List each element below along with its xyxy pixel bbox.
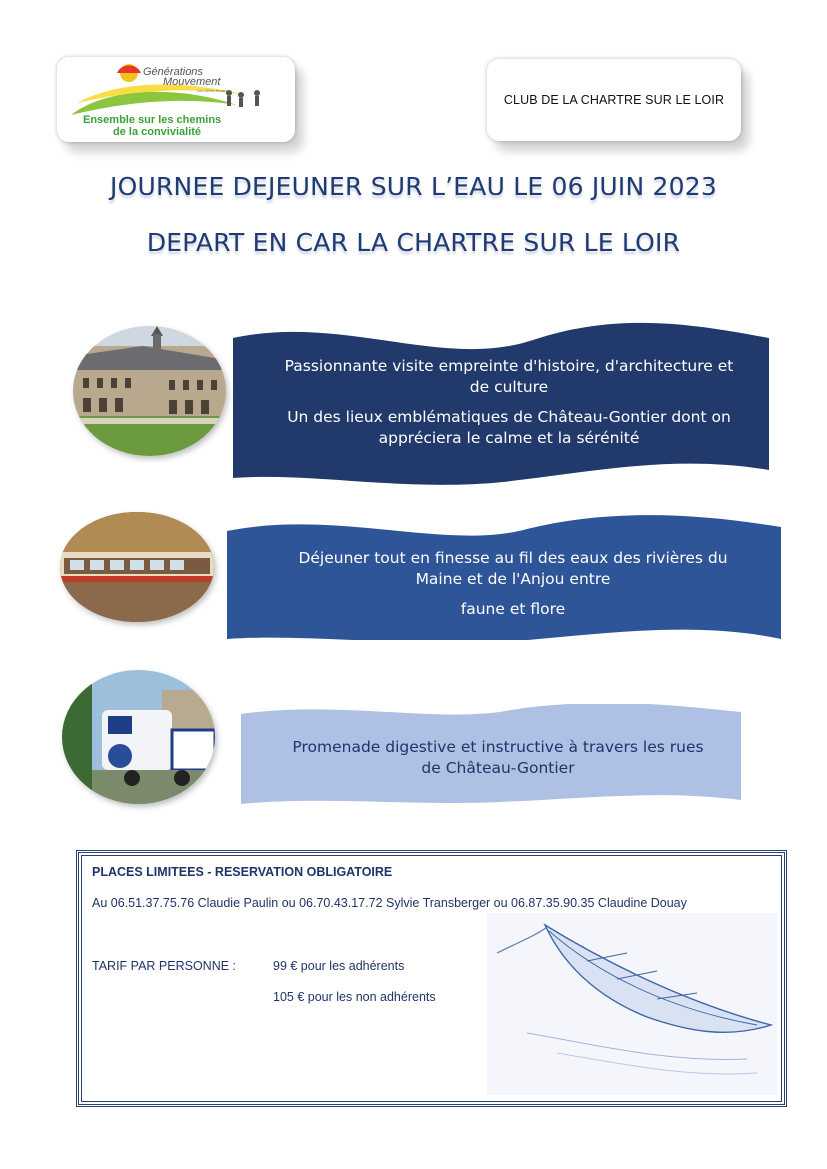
logo-tagline-line1: Ensemble sur les chemins bbox=[83, 114, 222, 126]
section-paragraph: Promenade digestive et instructive à travers les rues de Château-Gontier bbox=[292, 738, 704, 777]
section-paragraph: Déjeuner tout en finesse au fil des eaux des rivières du Maine et de l'Anjou entre bbox=[298, 549, 728, 588]
tourist-train-photo bbox=[62, 670, 215, 804]
logo-brand-line1: Générations bbox=[143, 66, 203, 78]
rowboat-sketch bbox=[487, 913, 777, 1095]
river-boat-photo bbox=[60, 512, 214, 622]
logo-brand-line2: Mouvement bbox=[163, 76, 221, 88]
tarif-non-members: 105 € pour les non adhérents bbox=[273, 990, 436, 1004]
logo-brand-small: Les Aînés Ruraux bbox=[197, 88, 229, 93]
contact-phones: Au 06.51.37.75.76 Claudie Paulin ou 06.70.43.17.72 Sylvie Transberger ou 06.87.35.90.35 Claudine Douay bbox=[92, 896, 687, 910]
logo-card bbox=[57, 57, 295, 142]
abbey-courtyard-photo bbox=[73, 326, 226, 456]
club-card bbox=[487, 59, 741, 141]
section-banner-2 bbox=[227, 515, 781, 640]
section-banner-3 bbox=[241, 704, 741, 804]
page-subtitle: DEPART EN CAR LA CHARTRE SUR LE LOIR bbox=[146, 228, 681, 257]
section-paragraph: Un des lieux emblématiques de Château-Gontier dont on appréciera le calme et la sérénité bbox=[287, 408, 731, 447]
reservation-box bbox=[76, 850, 787, 1107]
section-paragraph: Passionnante visite empreinte d'histoire, d'architecture et de culture bbox=[284, 357, 734, 396]
logo-tagline-line2: de la convivialité bbox=[113, 126, 202, 138]
tarif-label: TARIF PAR PERSONNE : bbox=[92, 959, 237, 973]
section-text-2 bbox=[277, 548, 749, 629]
section-text-1 bbox=[275, 356, 743, 458]
section-paragraph: faune et flore bbox=[460, 600, 566, 618]
section-text-3 bbox=[286, 737, 710, 788]
section-banner-1 bbox=[233, 322, 769, 490]
page-title: JOURNEE DEJEUNER SUR L’EAU LE 06 JUIN 2023 bbox=[110, 172, 717, 201]
tarif-members: 99 € pour les adhérents bbox=[273, 959, 405, 973]
reservation-heading: PLACES LIMITEES - RESERVATION OBLIGATOIRE bbox=[92, 865, 393, 879]
club-name: CLUB DE LA CHARTRE SUR LE LOIR bbox=[503, 93, 725, 107]
